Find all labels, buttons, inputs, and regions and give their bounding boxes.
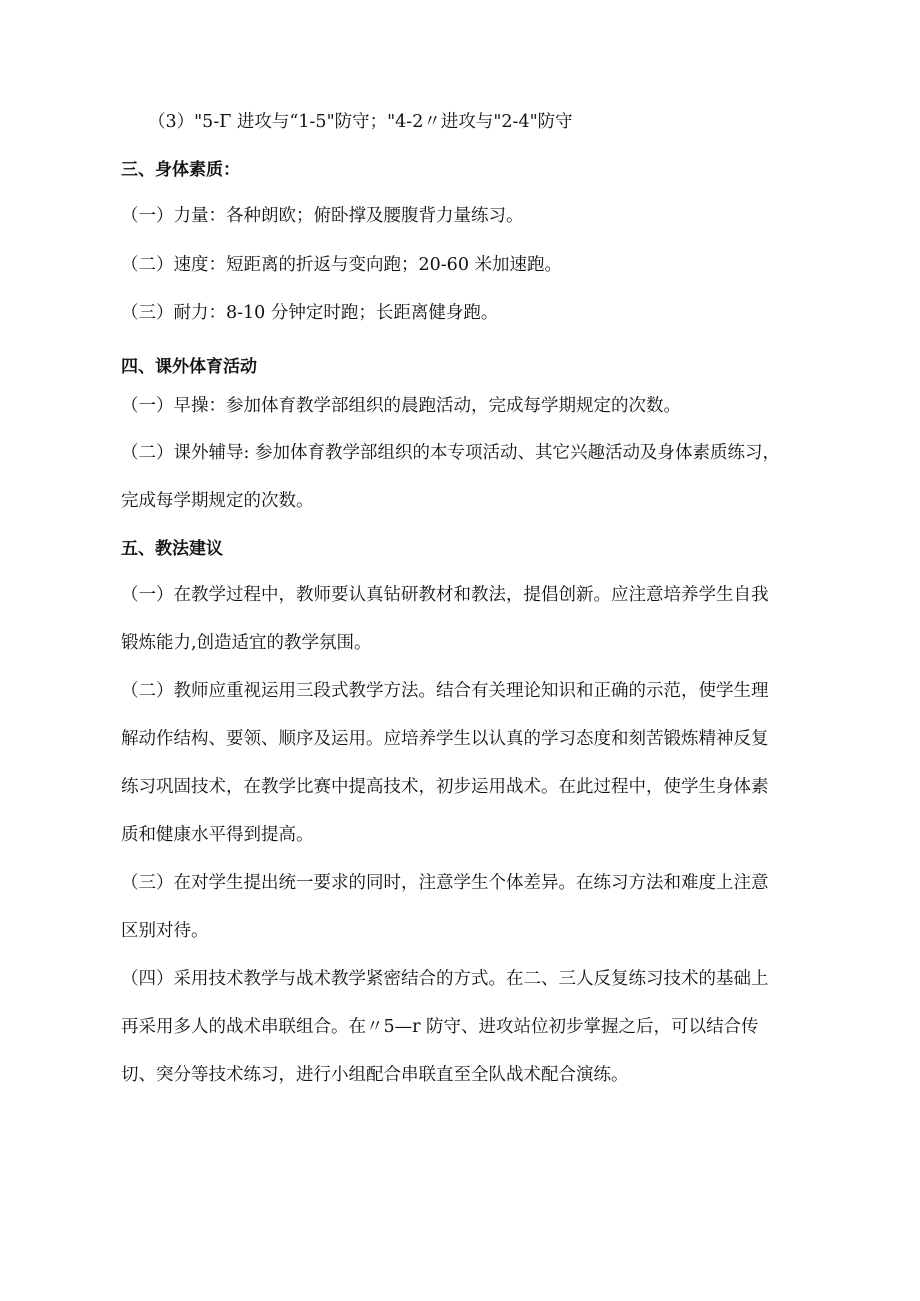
text-line-method-2d: 质和健康水平得到提高。 — [121, 825, 314, 845]
text-line-method-4b: 再采用多人的战术串联组合。在〃5—r 防守、进攻站位初步掌握之后，可以结合传 — [121, 1017, 759, 1037]
text-line-method-3a: （三）在对学生提出统一要求的同时，注意学生个体差异。在练习方法和难度上注意 — [121, 873, 769, 893]
text-line-method-3b: 区别对待。 — [121, 921, 209, 941]
text-line-method-1b: 锻炼能力,创造适宜的教学氛围。 — [121, 633, 372, 653]
text-line-method-2c: 练习巩固技术，在教学比赛中提高技术，初步运用战术。在此过程中，使学生身体素 — [121, 777, 769, 797]
section-heading-teaching-methods: 五、教法建议 — [121, 539, 223, 559]
text-line-method-4c: 切、突分等技术练习，进行小组配合串联直至全队战术配合演练。 — [121, 1065, 629, 1085]
text-line-speed: （二）速度：短距离的折返与变向跑；20-60 米加速跑。 — [121, 255, 563, 275]
text-line-endurance: （三）耐力：8-10 分钟定时跑；长距离健身跑。 — [121, 303, 499, 323]
text-line-morning-exercise: （一）早操：参加体育教学部组织的晨跑活动，完成每学期规定的次数。 — [121, 396, 681, 416]
text-line-strength: （一）力量：各种朗欧；俯卧撑及腰腹背力量练习。 — [121, 206, 524, 226]
text-line-tutoring-cont: 完成每学期规定的次数。 — [121, 491, 314, 511]
text-line-tutoring: （二）课外辅导: 参加体育教学部组织的本专项活动、其它兴趣活动及身体素质练习， — [121, 443, 780, 463]
text-line-method-2a: （二）教师应重视运用三段式教学方法。结合有关理论知识和正确的示范，使学生理 — [121, 681, 769, 701]
section-heading-physical-quality: 三、身体素质： — [121, 160, 240, 180]
text-line-method-2b: 解动作结构、要领、顺序及运用。应培养学生以认真的学习态度和刻苦锻炼精神反复 — [121, 729, 769, 749]
text-line-1: （3）"5-Γ 进攻与“1-5"防守；"4-2〃进攻与"2-4"防守 — [148, 112, 573, 132]
text-line-method-1a: （一）在教学过程中，教师要认真钻研教材和教法，提倡创新。应注意培养学生自我 — [121, 585, 769, 605]
section-heading-extracurricular: 四、课外体育活动 — [121, 357, 257, 377]
text-line-method-4a: （四）采用技术教学与战术教学紧密结合的方式。在二、三人反复练习技术的基础上 — [121, 969, 769, 989]
